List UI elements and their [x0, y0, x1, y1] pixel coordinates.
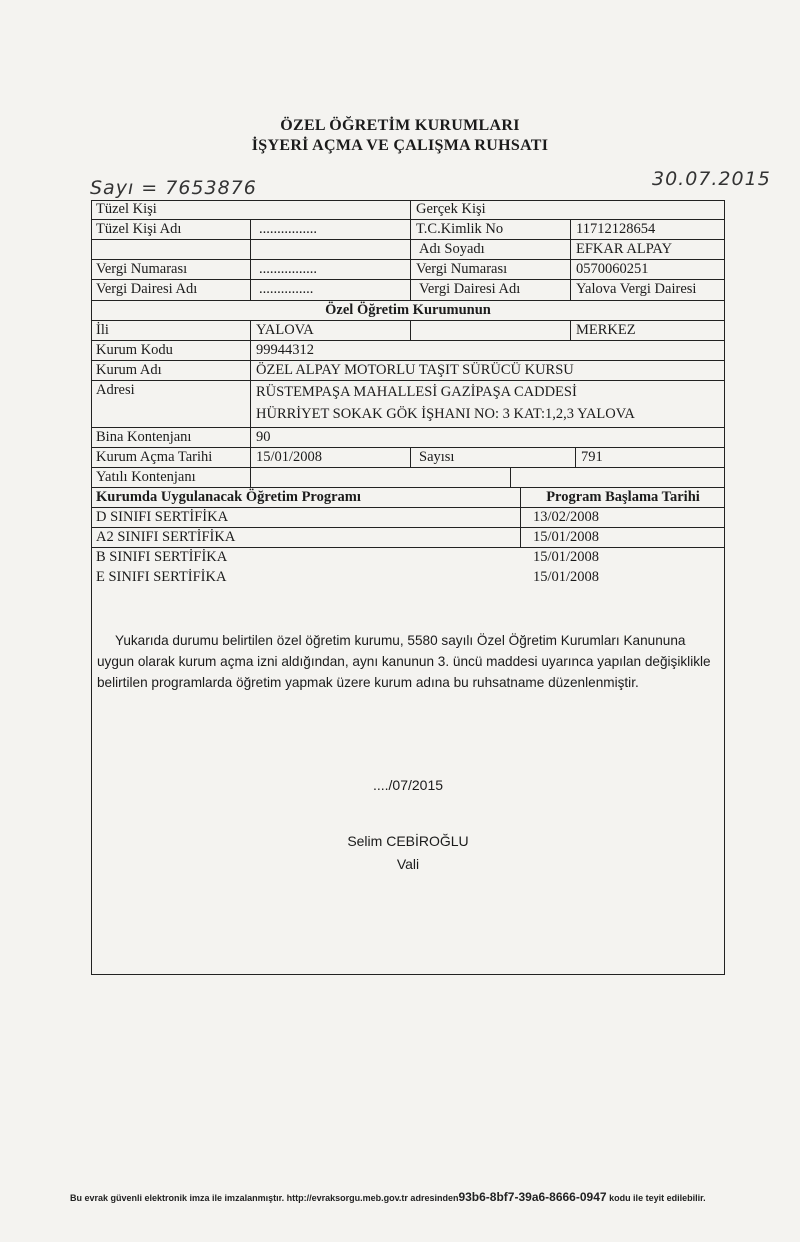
ad-soyad-value: EFKAR ALPAY: [576, 241, 673, 257]
empty-cell: [251, 240, 411, 259]
document-subtitle: İŞYERİ AÇMA VE ÇALIŞMA RUHSATI: [251, 137, 549, 154]
adres-line-2: HÜRRİYET SOKAK GÖK İŞHANI NO: 3 KAT:1,2,3 YALOVA: [256, 406, 635, 422]
applicant-row-4: [91, 280, 725, 301]
tc-value: 11712128654: [576, 221, 656, 237]
tuzel-adi-label: Tüzel Kişi Adı: [91, 220, 251, 239]
vergi-no-gercek-value: 0570060251: [576, 261, 649, 277]
adres-line-1: RÜSTEMPAŞA MAHALLESİ GAZİPAŞA CADDESİ: [256, 384, 577, 400]
institution-section-title: Özel Öğretim Kurumunun: [325, 302, 491, 318]
footer-verification: [70, 1190, 750, 1204]
ili-value: YALOVA: [251, 321, 411, 340]
program-row: [91, 548, 725, 568]
ili-label: İli: [91, 321, 251, 340]
vergi-daire-gercek-value: Yalova Vergi Dairesi: [576, 281, 697, 297]
program-name: A2 SINIFI SERTİFİKA: [91, 528, 521, 547]
issue-date: ..../07/2015: [372, 777, 444, 793]
bina-label: Bina Kontenjanı: [91, 428, 251, 447]
handwritten-number: Sayı = 7653876: [90, 177, 257, 199]
sayisi-label: Sayısı: [411, 448, 576, 467]
adres-label: Adresi: [91, 381, 251, 427]
ili-row: [91, 321, 725, 341]
kurum-adi-label: Kurum Adı: [91, 361, 251, 380]
kurum-kodu-label: Kurum Kodu: [91, 341, 251, 360]
tc-label: T.C.Kimlik No: [411, 220, 571, 239]
program-date-header: Program Başlama Tarihi: [546, 489, 700, 505]
vergi-no-gercek-label: Vergi Numarası: [411, 260, 571, 279]
acma-value: 15/01/2008: [251, 448, 411, 467]
program-row: [91, 508, 725, 528]
vergi-daire-label: Vergi Dairesi Adı: [91, 280, 251, 300]
adres-row: [91, 381, 725, 428]
program-name: E SINIFI SERTİFİKA: [96, 569, 227, 585]
vergi-daire-gercek-label: Vergi Dairesi Adı: [411, 280, 571, 300]
acma-row: [91, 448, 725, 468]
kurum-adi-value: ÖZEL ALPAY MOTORLU TAŞIT SÜRÜCÜ KURSU: [256, 362, 574, 378]
vergi-no-tuzel: ................: [251, 260, 411, 279]
program-header: Kurumda Uygulanacak Öğretim Programı: [91, 488, 521, 507]
handwritten-date: 30.07.2015: [652, 168, 771, 190]
footer-hash: 93b6-8bf7-39a6-8666-0947: [458, 1190, 607, 1204]
program-row: [91, 528, 725, 548]
program-date: 13/02/2008: [533, 509, 600, 525]
program-row: [91, 568, 725, 588]
applicant-row-1: [91, 220, 725, 240]
ilce-value: MERKEZ: [576, 322, 636, 338]
gercek-header: Gerçek Kişi: [416, 201, 486, 217]
bina-value: 90: [256, 429, 271, 445]
signer-name: Selim CEBİROĞLU: [347, 833, 469, 849]
applicant-row-3: [91, 260, 725, 280]
yatili-label: Yatılı Kontenjanı: [91, 468, 251, 487]
empty-cell: [411, 321, 571, 340]
adres-value: [251, 381, 725, 427]
applicant-header-row: [91, 200, 725, 220]
kurum-kodu-row: [91, 341, 725, 361]
footer-suffix: kodu ile teyit edilebilir.: [606, 1193, 706, 1203]
program-date: 15/01/2008: [533, 569, 600, 585]
vergi-no-label: Vergi Numarası: [91, 260, 251, 279]
acma-label: Kurum Açma Tarihi: [91, 448, 251, 467]
applicant-row-2: [91, 240, 725, 260]
kurum-adi-row: [91, 361, 725, 381]
yatili-value: [251, 468, 511, 487]
program-date: 15/01/2008: [533, 549, 600, 565]
tuzel-adi-value: ................: [251, 220, 411, 239]
institution-section-row: [91, 301, 725, 321]
signer-title: Vali: [396, 856, 420, 872]
yatili-row: [91, 468, 725, 488]
license-statement: Yukarıda durumu belirtilen özel öğretim kurumu, 5580 sayılı Özel Öğretim Kurumları Kanununa uygun olarak kurum açma izni aldığından, aynı kanunun 3. üncü maddesi uyarınca yapılan değişiklikle belirtilen programlarda öğretim yapmak üzere kurum adına bu ruhsatname düzenlenmiştir.: [97, 633, 711, 690]
tuzel-header: Tüzel Kişi: [91, 200, 411, 219]
sayisi-value: 791: [581, 449, 603, 465]
program-name: B SINIFI SERTİFİKA: [96, 549, 228, 565]
footer-text: Bu evrak güvenli elektronik imza ile imzalanmıştır. http://evraksorgu.meb.gov.tr adresinden: [70, 1193, 459, 1203]
programs-header-row: [91, 488, 725, 508]
program-name: D SINIFI SERTİFİKA: [91, 508, 521, 527]
empty-cell: [91, 240, 251, 259]
document-title: ÖZEL ÖĞRETİM KURUMLARI: [280, 117, 520, 134]
kurum-kodu-value: 99944312: [256, 342, 314, 358]
bina-row: [91, 428, 725, 448]
vergi-daire-tuzel: ...............: [251, 280, 411, 300]
program-date: 15/01/2008: [533, 529, 600, 545]
ad-soyad-label: Adı Soyadı: [411, 240, 571, 259]
